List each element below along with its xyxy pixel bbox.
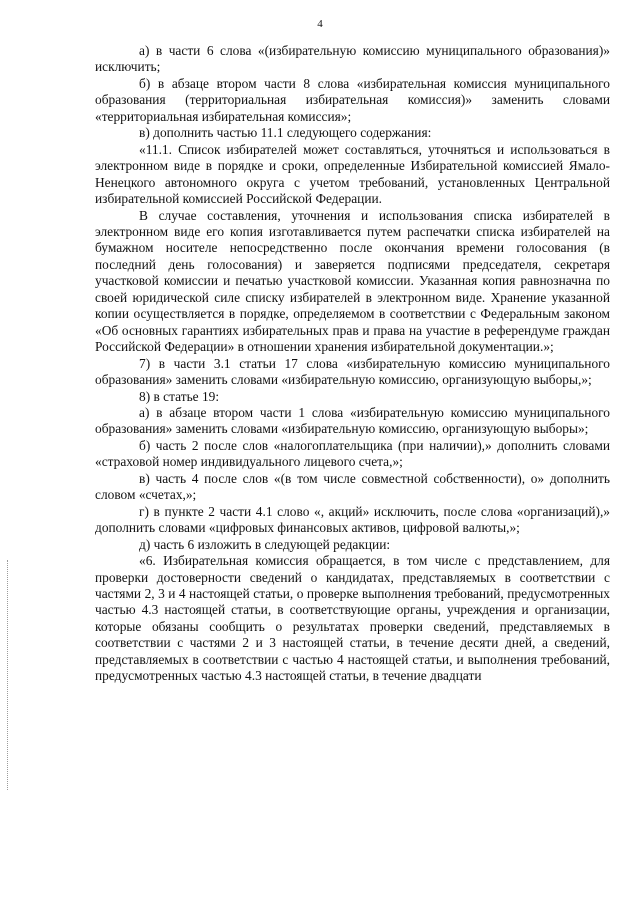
paragraph-b-part2: б) часть 2 после слов «налогоплательщика (при наличии),» дополнить словами «страховой номер индивидуального лицевого счета,»; [95,437,610,470]
paragraph-v-part11-1: в) дополнить частью 11.1 следующего содержания: [139,125,432,141]
paragraph-a-part1: а) в абзаце втором части 1 слова «избирательную комиссию муниципального образования» заменить словами «избирательную комиссию, организующую выборы»; [95,404,610,437]
paragraph-11-1-text: «11.1. Список избирателей может составляться, уточняться и использоваться в электронном виде в порядке и сроки, определенные Избирательной комиссией Ямало-Ненецкого автономного округа с учетом требований, установленных Центральной избирательной комиссией Российской Федерации. [95,141,610,207]
document-body [95,43,610,685]
paragraph-v-part4: в) часть 4 после слов «(в том числе совместной собственности), о» дополнить словом «счетах,»; [95,470,610,503]
paragraph-8-article19: 8) в статье 19: [139,388,220,404]
paragraph-6-text: «6. Избирательная комиссия обращается, в том числе с представлением, для проверки достоверности сведений о кандидатах, представляемых в соответствии с частями 2, 3 и 4 настоящей статьи, о проверке выполнения требований, предусмотренных частью 4.3 настоящей статьи, в соответствующие органы, учреждения и организации, которые обязаны сообщить о результатах проверки сведений, представляемых в соответствии с частями 2 и 3 настоящей статьи, в течение десяти дней, а сведений, представляемых в соответствии с частью 4 настоящей статьи, и выполнения требований, предусмотренных частью 4.3 настоящей статьи, в течение двадцати [95,553,610,684]
paragraph-7-article17: 7) в части 3.1 статьи 17 слова «избирательную комиссию муниципального образования» заменить словами «избирательную комиссию, организующую выборы,»; [95,355,610,388]
paragraph-b-part8: б) в абзаце втором части 8 слова «избирательная комиссия муниципального образования (территориальная избирательная комиссия)» заменить словами «территориальная избирательная комиссия»; [95,75,610,124]
paragraph-g-part4-1: г) в пункте 2 части 4.1 слово «, акций» исключить, после слова «организаций),» дополнить словами «цифровых финансовых активов, цифровой валюты,»; [95,503,610,536]
page-number: 4 [317,18,323,30]
scan-margin-marks [7,560,10,790]
paragraph-a-part6: а) в части 6 слова «(избирательную комиссию муниципального образования)» исключить; [95,43,610,75]
paragraph-electronic-copy: В случае составления, уточнения и использования списка избирателей в электронном виде его копия изготавливается путем распечатки списка избирателей на бумажном носителе непосредственно после окончания времени голосования (в последний день голосования) и заверяется подписями председателя, секретаря участковой комиссии и печатью участковой комиссии. Указанная копия равнозначна по своей юридической силе списку избирателей в электронном виде. Хранение указанной копии осуществляется в порядке, определяемом в соответствии с Федеральным законом «Об основных гарантиях избирательных прав и права на участие в референдуме граждан Российской Федерации» в отношении хранения избирательной документации.»; [95,207,610,355]
paragraph-d-part6: д) часть 6 изложить в следующей редакции: [139,536,391,552]
